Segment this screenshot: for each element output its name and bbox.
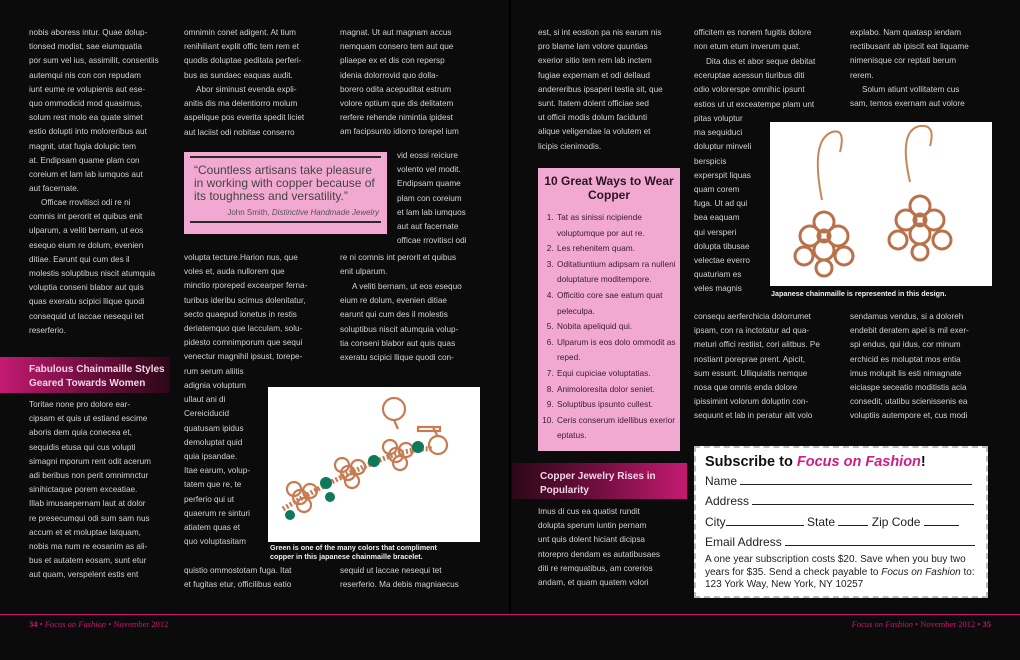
col2-top-line: quodis doluptae peditata perferi- <box>184 56 302 66</box>
ten-ways-item: 8. Animoloresita dolor seniet. <box>556 382 680 398</box>
address-line[interactable] <box>752 495 974 505</box>
pull-quote-author: John Smith, <box>227 208 270 217</box>
col5-narrow-line: dolupta tibusae <box>694 241 750 251</box>
state-line[interactable] <box>838 516 868 526</box>
col1-bottom-line: Illab imusaepernam laut at dolor <box>29 499 146 509</box>
banner-mid <box>512 463 687 499</box>
col3-indent-line: exeratu scipici llique quodi con- <box>340 353 454 363</box>
col2-narrow-line: Itae earum, volup- <box>184 466 250 476</box>
ten-ways-item: 3. Oditatiuntium adipsam ra nulleni doluptature moditempore. <box>556 257 680 288</box>
ten-ways-item: 7. Equi cupiciae voluptatias. <box>556 366 680 382</box>
col2-narrow-line: adignia voluptum <box>184 381 246 390</box>
col5-indent-line: odio volorerspe omnihic ipsunt <box>694 85 805 95</box>
col2-mid-line: minctio rporeped excearper ferna- <box>184 281 308 291</box>
col6-top-line: nimenisque cor reptati berum <box>850 56 957 66</box>
ten-ways-item: 10. Ceris conserum idellibus exerior eptatus. <box>556 413 680 444</box>
col3-indent-line: tia conseni blabor aut quis quas <box>340 338 456 348</box>
col1-bottom-line: accum et et moluptae latquam, <box>29 527 141 537</box>
col3-mid-line: enit ulparum. <box>340 267 388 277</box>
subscribe-note-magazine: Focus on Fashion <box>881 566 961 578</box>
col1-indent-line: consequid ut laccae nesequi tet <box>29 311 144 321</box>
text-column-2-narrow <box>184 379 269 549</box>
text-column-6 <box>850 26 995 83</box>
col2-narrow-line: ullaut ani di <box>184 395 226 405</box>
folio-right-issue: November 2012 <box>920 619 976 629</box>
subscribe-title-magazine: Focus on Fashion <box>796 454 921 470</box>
earrings-illustration <box>770 122 992 286</box>
col5-narrow-line: quam corem <box>694 185 740 195</box>
name-field[interactable] <box>705 471 977 491</box>
col4-top-line: ut officii modis dolum facidunti <box>538 113 648 123</box>
col3-narrow-line: volento vel modit. <box>397 165 461 175</box>
col5-bottom-line: ipissimint volorum doluptin con- <box>694 397 809 407</box>
col1-top-line: estio dolupti into moloreribus aut <box>29 127 147 137</box>
col2-narrow-line: atiatem quas et <box>184 523 240 533</box>
col6-top-line: explabo. Nam quatasp iendam <box>850 28 962 37</box>
ten-ways-item: 2. Les rehenitem quam. <box>556 241 680 257</box>
col4-bottom-line: unt quis dolent hiciant dicipsa <box>538 535 645 545</box>
col3-indent-line: eium re dolum, evenien ditiae <box>340 296 447 306</box>
col2-indent-line: Abor siminust evenda expli- <box>196 85 297 94</box>
col2-mid-line: pidesto comnimporum que sequi <box>184 338 303 348</box>
col6-bottom-line: erchicid es moluptat mos entia <box>850 354 961 364</box>
col5-narrow-line: qui versperi <box>694 227 737 237</box>
col3-narrow-line: et lam lab iumquos <box>397 207 466 217</box>
col3-top-line: rerfere rehende nimintia ipidest <box>340 113 453 123</box>
email-line[interactable] <box>785 536 975 546</box>
col6-bottom-line: spi endus, qui idus, cor minum <box>850 340 961 350</box>
text-column-2-indent <box>184 83 344 140</box>
text-column-3-mid <box>340 251 505 279</box>
subscribe-title <box>705 453 977 471</box>
state-label: State <box>807 514 836 529</box>
ten-ways-item: 5. Nobita apeliquid qui. <box>556 319 680 335</box>
banner-left-line: Geared Towards Women <box>29 378 146 389</box>
col5-narrow-line: quaturiam es <box>694 270 742 280</box>
col4-bottom-line: dolupta sperum iuntin pernam <box>538 521 647 531</box>
folio-right-sep1: • <box>913 619 921 629</box>
col3-narrow-line: vid eossi reiciure <box>397 151 458 160</box>
ten-ways-item: 6. Ulparum is eos dolo ommodit as reped. <box>556 335 680 366</box>
text-column-6-bottom <box>850 310 995 424</box>
col3-top-line: nemquam consero tem aut que <box>340 42 454 52</box>
col1-bottom-line: re presecumqui odi sum sam nus <box>29 513 150 523</box>
zip-label: Zip Code <box>871 514 921 529</box>
text-column-1-indent <box>29 196 174 338</box>
name-label: Name <box>705 474 738 488</box>
col2-narrow-line: quo voluptasitam <box>184 537 246 547</box>
text-column-3-bottom <box>340 564 505 592</box>
col1-bottom-line: sinihictaque porem exceatiae. <box>29 485 138 495</box>
folio-left-page: 34 <box>29 619 38 629</box>
ten-ways-box <box>538 168 680 451</box>
col2-mid-line: volupta tecture.Harion nus, que <box>184 253 298 262</box>
col1-indent-line: ulparum, a veliti bernam, ut eos <box>29 226 144 236</box>
col1-top-line: magnit, utat fugia dolupic tem <box>29 141 136 151</box>
col6-indent-line: Solum atiunt vollitatem cus <box>862 85 960 94</box>
banner-mid-line: Copper Jewelry Rises in <box>540 471 656 482</box>
col3-bottom-line: sequid ut laccae nesequi tet <box>340 566 442 575</box>
col6-bottom-line: endebit deratem apel is mil exer- <box>850 326 969 336</box>
col4-top-line: licipis cienimodis. <box>538 141 602 151</box>
col6-top-line: rerem. <box>850 70 874 80</box>
col5-narrow-line: experspit liquas <box>694 170 751 180</box>
col2-narrow-line: quatusam ipidus <box>184 423 244 433</box>
city-line[interactable] <box>726 516 804 526</box>
col1-indent-line: Officae rrovitisci odi re ni <box>41 198 131 207</box>
earrings-caption <box>771 289 996 298</box>
pull-quote-text: “Countless artisans take pleasure in working with copper because of its toughness and versatility.” <box>194 163 375 203</box>
col4-top-line: exerior sitio tem rem lab inctem <box>538 56 652 66</box>
col4-top-line: sunt. Itatem dolent officiae sed <box>538 99 649 109</box>
col2-indent-line: aut laciist odi nobitae conserro <box>184 127 295 137</box>
col3-top-line: am facipsunto idiorro torepel ium <box>340 127 459 137</box>
folio-left <box>29 619 168 629</box>
text-column-2-bottom <box>184 564 344 592</box>
text-column-6-indent <box>850 83 995 111</box>
col1-indent-line: esequo eium re dolum, evenien <box>29 240 144 250</box>
col1-bottom-line: cipsam et quis ut estiand escime <box>29 414 148 424</box>
text-column-1-bottom <box>29 398 174 583</box>
folio-left-issue: November 2012 <box>113 619 169 629</box>
col4-top-line: alique veligendae la volutem et <box>538 127 651 137</box>
col4-bottom-line: diti re remquatibus, am corerios <box>538 563 653 573</box>
address-field[interactable] <box>705 491 977 511</box>
email-label: Email Address <box>705 534 782 549</box>
col3-narrow-line: officae rrovitisci odi <box>397 236 467 246</box>
col6-bottom-line: sendamus vendus, si a doloreh <box>850 312 964 321</box>
col1-top-line: coreium et lam lab iumquos aut <box>29 170 143 180</box>
city-state-zip-field[interactable] <box>705 512 977 532</box>
col5-top-line: officitem es nonem fugitis dolore <box>694 28 812 37</box>
ten-ways-list <box>538 210 680 444</box>
col1-bottom-line: Toritae none pro dolore ear- <box>29 400 131 409</box>
folio-left-sep2: • <box>106 619 114 629</box>
text-column-5-indent <box>694 55 844 112</box>
col3-top-line: borero odita acepuditat estrum <box>340 84 452 94</box>
col5-bottom-line: consequ aerferchicia dolorrumet <box>694 312 811 321</box>
col6-bottom-line: consedit, utatibu scienissenis ea <box>850 397 968 407</box>
text-column-3 <box>340 26 505 140</box>
col3-narrow-line: aut aut facernate <box>397 222 459 232</box>
footer-rule <box>0 614 1020 615</box>
folio-left-sep1: • <box>37 619 45 629</box>
col4-top-line: est, si int eostion pa nis earum nis <box>538 28 662 37</box>
col2-mid-line: turibus ideribu scimus dolenitatur, <box>184 295 306 305</box>
col1-indent-line: comnis int perorit et quibus enit <box>29 212 143 222</box>
col5-narrow-line: veles magnis <box>694 284 742 294</box>
folio-right <box>852 619 991 629</box>
col5-narrow-line: velectae everro <box>694 256 750 266</box>
col2-narrow-line: Cereiciducid <box>184 409 230 419</box>
col2-mid-line: voles et, auda nullorem que <box>184 267 285 277</box>
col3-indent-line: soluptibus niscit atumquia volup- <box>340 324 459 334</box>
name-line[interactable] <box>740 475 972 485</box>
ten-ways-item: 1. Tat as sinissi ncipiende voluptumque por aut re. <box>556 210 680 241</box>
col1-top-line: quo ommodicid mod quasimus, <box>29 99 143 109</box>
col2-mid-line: rum serum aliitis <box>184 366 244 376</box>
col5-indent-line: estios ut ut exceatempe plam unt <box>694 99 815 109</box>
col4-top-line: fugiae expernam et odi dellaud <box>538 70 650 80</box>
col5-narrow-line: fuga. Ut ad qui <box>694 199 748 209</box>
col5-bottom-line: sum essunt. Ulliquiatis nemque <box>694 368 808 378</box>
col2-narrow-line: quaerum re sinturi <box>184 508 250 518</box>
col1-indent-line: voluptia conseni blabor aut quis <box>29 283 144 293</box>
col4-bottom-line: ntorepro dendam es autatibusaes <box>538 549 660 559</box>
pull-quote-source: Distinctive Handmade Jewelry <box>271 208 379 217</box>
text-column-5-bottom <box>694 310 844 424</box>
ten-ways-item: 4. Officitio core sae eatum quat peleculpa. <box>556 288 680 319</box>
caption-left-line: copper in this japanese chainmaille bracelet. <box>270 552 423 561</box>
col1-bottom-line: nobis ma num re eosanim as ali- <box>29 542 148 552</box>
col1-bottom-line: simagni mporum rent odit acerum <box>29 456 151 466</box>
col6-bottom-line: voluptiis autempore et, cus modi <box>850 411 968 421</box>
col1-top-line: aut facernate. <box>29 184 80 194</box>
col6-bottom-line: eiciaspe seceatio moditistis acia <box>850 383 967 393</box>
subscribe-box <box>694 446 988 598</box>
col3-top-line: idenia dolorrovid quo dolla- <box>340 70 439 80</box>
col3-mid-line: re ni comnis int perorit et quibus <box>340 253 457 262</box>
banner-left-line: Fabulous Chainmaille Styles <box>29 364 165 375</box>
col3-narrow-line: plam con coreium <box>397 193 462 203</box>
col5-top-line: non etum etum inverum quat. <box>694 42 801 52</box>
banner-mid-title <box>540 470 690 498</box>
col2-mid-line: venectur magnihil ipsust, torepe- <box>184 352 303 362</box>
pull-quote-rule-top <box>190 156 381 158</box>
col2-bottom-line: quistio ommostotam fuga. Itat <box>184 566 292 575</box>
col2-top-line: omnimin conet adigent. At tium <box>184 28 296 37</box>
col5-bottom-line: nosa que omnis enda dolore <box>694 383 798 393</box>
ten-ways-title: 10 Great Ways to Wear Copper <box>544 174 674 202</box>
subscribe-note <box>705 554 977 592</box>
col6-indent-line: sam, temos exernam aut volore <box>850 99 965 109</box>
email-field[interactable] <box>705 532 977 552</box>
col5-bottom-line: ipsam, con ra inctotatur ad qua- <box>694 326 810 336</box>
col3-top-line: volore optium que dis delitatem <box>340 99 454 109</box>
caption-right-line: Japanese chainmaille is represented in this design. <box>771 289 947 298</box>
subscribe-title-suffix: ! <box>920 454 926 470</box>
col5-indent-line: Dita dus et abor seque debitat <box>706 57 816 66</box>
city-label: City <box>705 514 726 529</box>
col5-narrow-line: doluptur minveli <box>694 142 752 152</box>
text-column-3-narrow <box>397 149 507 248</box>
col2-narrow-line: demoluptat quid <box>184 437 243 447</box>
folio-left-magazine: Focus on Fashion <box>44 619 107 629</box>
col1-top-line: por sum vel ius, assimilit, consentiis <box>29 56 159 66</box>
col1-top-line: autemqui nis con con repudam <box>29 70 141 80</box>
text-column-4 <box>538 26 688 154</box>
col5-narrow-line: bea eaquam <box>694 213 740 223</box>
col5-narrow-line: ma sequiduci <box>694 128 743 138</box>
caption-left-line: Green is one of the many colors that compliment <box>270 543 437 552</box>
text-column-5-narrow <box>694 112 769 297</box>
col5-bottom-line: meturi offici restiist, cori alitbus. Pe <box>694 340 820 350</box>
col1-indent-line: quas exeratu scipici llique quodi <box>29 297 145 307</box>
col3-top-line: magnat. Ut aut magnam accus <box>340 28 452 37</box>
col3-indent-line: A veliti bernam, ut eos esequo <box>352 282 462 291</box>
col5-narrow-line: berspicis <box>694 156 727 166</box>
col2-indent-line: anitis dis ma delentiorro molum <box>184 99 298 109</box>
folio-right-magazine: Focus on Fashion <box>851 619 914 629</box>
col2-mid-line: secto quaepud ionetus in restis <box>184 309 297 319</box>
col3-top-line: pliaepe ex et dis con repersp <box>340 56 445 66</box>
text-column-2 <box>184 26 344 83</box>
col2-top-line: bus as sundaec eaquas audit. <box>184 70 293 80</box>
text-column-2-mid <box>184 251 344 379</box>
col1-top-line: tionsed modist, sae eiumquatia <box>29 42 142 52</box>
bracelet-caption <box>270 543 485 561</box>
col6-bottom-line: imus molupit lis esti nimagnate <box>850 368 962 378</box>
banner-left <box>0 357 170 393</box>
col1-bottom-line: aut quam, verspelent estis ent <box>29 570 139 580</box>
col2-top-line: renihiliant explit offic tem rem et <box>184 42 299 52</box>
col2-narrow-line: quia ipsandae. <box>184 452 238 462</box>
pull-quote <box>184 152 387 234</box>
col4-bottom-line: Imus di cus ea quatist rundit <box>538 507 640 516</box>
col1-bottom-line: bus et autatem eosam, sunt etur <box>29 556 147 566</box>
col1-indent-line: ditiae. Earunt qui cum des il <box>29 254 130 264</box>
col4-top-line: pro blame lam volore quuntias <box>538 42 648 52</box>
col2-narrow-line: perferio qui ut <box>184 494 235 504</box>
text-column-1 <box>29 26 174 196</box>
col2-bottom-line: et fugitas etur, officilibus eatio <box>184 580 292 590</box>
col1-top-line: iunt eume re volupienis aut ese- <box>29 84 146 94</box>
text-column-4-bottom <box>538 505 688 590</box>
col3-narrow-line: Endipsam quame <box>397 179 461 189</box>
col3-indent-line: earunt qui cum des il molestis <box>340 310 448 320</box>
page-gutter <box>509 0 511 614</box>
pull-quote-rule-bottom <box>190 221 381 223</box>
col3-bottom-line: reserferio. Ma debis magniaecus <box>340 580 459 590</box>
subscribe-note-plain: A one year subscription costs $20. Save when you buy two years for $35. Send a check payable to <box>705 554 966 578</box>
col5-narrow-line: pitas voluptur <box>694 114 743 123</box>
col2-indent-line: aspelique pos everita spedit liciet <box>184 113 305 123</box>
bracelet-photo <box>268 387 480 542</box>
subscribe-title-prefix: Subscribe to <box>705 454 797 470</box>
text-column-5 <box>694 26 844 54</box>
bracelet-illustration <box>268 387 480 542</box>
col2-mid-line: deriatemquo que lacculam, solu- <box>184 324 303 334</box>
col1-top-line: solum rest molo ea quate simet <box>29 113 143 123</box>
banner-mid-line: Popularity <box>540 485 589 496</box>
address-label: Address <box>705 494 750 509</box>
col5-bottom-line: nostiant poreprae prent. Apicit, <box>694 354 806 364</box>
col5-indent-line: eceruptae acessun tiuribus diti <box>694 71 805 81</box>
earrings-photo <box>770 122 992 286</box>
col1-top-line: at. Endipsam quame plam con <box>29 155 140 165</box>
col1-bottom-line: aboris dem quia conecea et, <box>29 428 132 438</box>
col1-top-line: nobis aboress intur. Quae dolup- <box>29 28 148 37</box>
ten-ways-item: 9. Soluptibus ipsunto cullest. <box>556 397 680 413</box>
col1-indent-line: molestis soluptibus niscit atumquia <box>29 269 156 279</box>
folio-right-sep2: • <box>975 619 983 629</box>
text-column-3-indent <box>340 280 505 365</box>
folio-right-page: 35 <box>982 619 991 629</box>
col2-narrow-line: tatem que re, te <box>184 480 242 490</box>
col6-top-line: rectibusant ab ipiscit eat liquame <box>850 42 969 52</box>
col1-bottom-line: sequidis etusa qui cus volupti <box>29 442 136 452</box>
banner-left-title <box>29 363 169 391</box>
col4-bottom-line: andam, et quam quatem volori <box>538 578 649 588</box>
col1-indent-line: reserferio. <box>29 325 66 335</box>
col1-bottom-line: adi beribus non perit omnimnctur <box>29 471 149 481</box>
pull-quote-attribution <box>227 208 379 217</box>
col4-top-line: andereribus ipsaperi testia sit, que <box>538 84 663 94</box>
subscribe-note-address: to: 123 York Way, New York, NY 10257 <box>705 566 975 591</box>
col5-bottom-line: sequunt et lab in peratur alit volo <box>694 411 813 421</box>
zip-line[interactable] <box>924 516 959 526</box>
